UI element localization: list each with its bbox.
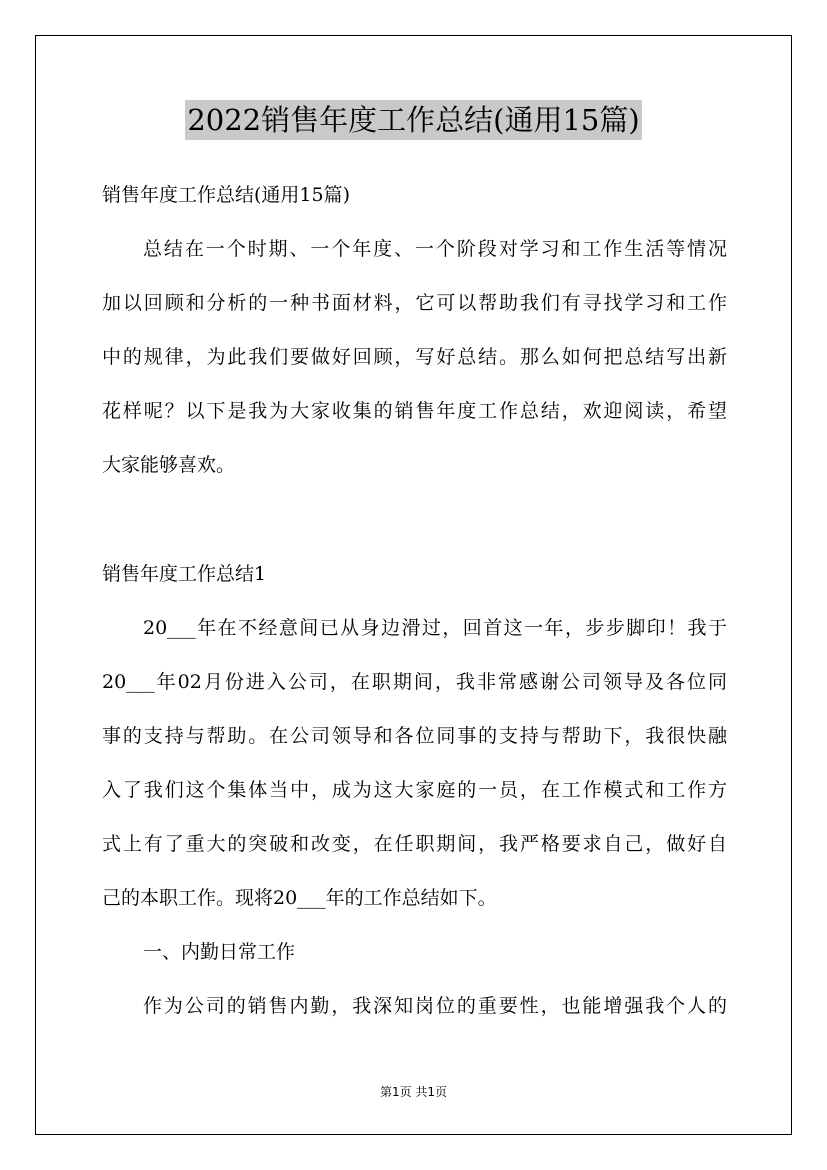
section-line-5: 式上有了重大的突破和改变，在任职期间，我严格要求自己，做好自 xyxy=(102,833,727,855)
section-line-6: 己的本职工作。现将20___年的工作总结如下。 xyxy=(102,887,497,909)
intro-line-2: 加以回顾和分析的一种书面材料，它可以帮助我们有寻找学习和工作 xyxy=(102,292,727,314)
document-title-wrapper xyxy=(0,100,827,140)
section-line-2: 20___年02月份进入公司，在职期间，我非常感谢公司领导及各位同 xyxy=(102,671,727,693)
page-footer: 第1页 共1页 xyxy=(379,1085,448,1099)
intro-line-1: 总结在一个时期、一个年度、一个阶段对学习和工作生活等情况 xyxy=(143,238,727,260)
section-line-4: 入了我们这个集体当中，成为这大家庭的一员，在工作模式和工作方 xyxy=(102,779,727,801)
document-subtitle: 销售年度工作总结(通用15篇) xyxy=(102,184,351,206)
section-heading: 销售年度工作总结1 xyxy=(102,563,267,585)
document-title: 2022销售年度工作总结(通用15篇) xyxy=(185,100,641,140)
section-line-1: 20___年在不经意间已从身边滑过，回首这一年，步步脚印！我于 xyxy=(143,617,727,639)
sub-heading: 一、内勤日常工作 xyxy=(143,941,296,963)
last-line: 作为公司的销售内勤，我深知岗位的重要性，也能增强我个人的 xyxy=(143,995,727,1017)
intro-line-3: 中的规律，为此我们要做好回顾，写好总结。那么如何把总结写出新 xyxy=(102,346,727,368)
intro-line-5: 大家能够喜欢。 xyxy=(102,454,236,476)
section-line-3: 事的支持与帮助。在公司领导和各位同事的支持与帮助下，我很快融 xyxy=(102,725,727,747)
intro-line-4: 花样呢？以下是我为大家收集的销售年度工作总结，欢迎阅读，希望 xyxy=(102,400,727,422)
